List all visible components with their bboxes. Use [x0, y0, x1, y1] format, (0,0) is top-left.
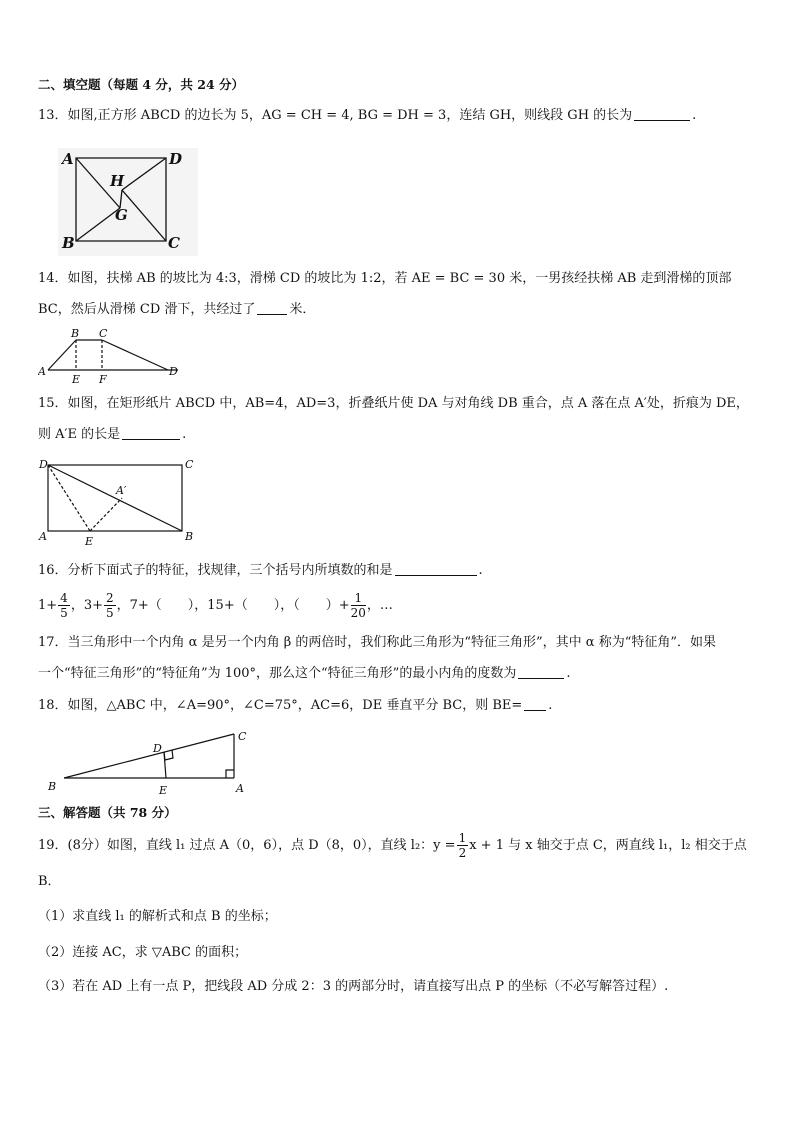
question-16-stem: 16．分析下面式子的特征，找规律，三个括号内所填数的和是: [38, 563, 393, 578]
label-b: B: [48, 780, 57, 793]
label-f: F: [99, 373, 107, 384]
label-a: A: [236, 782, 244, 795]
question-14-stem-cont: BC，然后从滑梯 CD 滑下，共经过了: [38, 302, 256, 317]
question-15-line2: [38, 426, 186, 444]
answer-blank-14[interactable]: [257, 301, 287, 315]
question-13-text: [38, 107, 696, 125]
question-19-part-2: （2）连接 AC，求 ▽ABC 的面积；: [38, 945, 248, 960]
question-17-line1: 17．当三角形中一个内角 α 是另一个内角 β 的两倍时，我们称此三角形为“特征三角形”，其中 α 称为“特征角”．如果: [38, 635, 716, 650]
question-18-end: .: [548, 698, 553, 713]
fraction-denominator: 5: [60, 606, 68, 620]
question-17-end: .: [566, 666, 571, 681]
question-19-stem: 19．(8分）如图，直线 l₁ 过点 A（0，6），点 D（8，0），直线 l₂：y =: [38, 838, 456, 853]
question-16-end: .: [478, 563, 483, 578]
figure-14-ladder-slide: [38, 326, 188, 384]
question-19-part-3: （3）若在 AD 上有一点 P，把线段 AD 分成 2：3 的两部分时，请直接写出点 P 的坐标（不必写解答过程）.: [38, 979, 669, 994]
question-19-stem-cont: x + 1 与 x 轴交于点 C，两直线 l₁，l₂ 相交于点: [469, 838, 747, 853]
fraction-denominator: 2: [458, 846, 467, 860]
answer-blank-16[interactable]: [395, 562, 477, 576]
question-16-sequence: [38, 588, 393, 624]
question-14-line2: [38, 301, 315, 319]
question-19-line1: [38, 828, 747, 864]
label-a: A: [38, 365, 46, 378]
label-c: C: [168, 234, 180, 252]
figure-18-right-triangle: [38, 726, 258, 798]
figure-15-rectangle-fold: [38, 456, 198, 546]
term-2-fraction: [104, 591, 116, 620]
label-g: G: [115, 206, 128, 224]
diagonal-db: [48, 465, 182, 531]
answer-blank-18[interactable]: [524, 697, 546, 711]
label-d: D: [153, 742, 162, 755]
fraction-denominator: 20: [350, 606, 366, 620]
question-15-stem-cont: 则 A′E 的长是: [38, 427, 121, 442]
term-2-integer: ，3+: [70, 598, 103, 613]
label-d: D: [39, 458, 48, 471]
question-14-unit: 米．: [289, 302, 316, 317]
fraction-numerator: 1: [351, 591, 366, 606]
question-17-stem-cont: 一个“特征三角形”的“特征角”为 100°，那么这个“特征三角形”的最小内角的度数为: [38, 666, 517, 681]
question-19-line2: B．: [38, 874, 61, 889]
section-title-fill-in: 二、填空题（每题 4 分，共 24 分）: [38, 77, 245, 92]
label-h: H: [110, 172, 125, 190]
label-a-prime: A′: [116, 484, 127, 497]
fraction-numerator: 4: [60, 591, 68, 605]
escalator-ab: [48, 340, 76, 370]
slope-fraction: [457, 831, 469, 860]
label-a: A: [62, 150, 74, 168]
question-18-line1: [38, 697, 552, 715]
label-e: E: [85, 535, 94, 546]
label-e: E: [72, 373, 81, 384]
fraction-denominator: 5: [105, 606, 114, 620]
label-d: D: [169, 150, 183, 168]
slide-cd: [102, 340, 168, 370]
terms-with-brackets: ，7+（ ），15+（ ），（ ）+: [116, 598, 350, 613]
label-d: D: [169, 365, 178, 378]
label-a: A: [39, 530, 47, 543]
label-b: B: [185, 530, 194, 543]
term-1-integer: 1+: [38, 598, 58, 613]
label-b: B: [62, 234, 75, 252]
question-19-part-1: （1）求直线 l₁ 的解析式和点 B 的坐标；: [38, 909, 277, 924]
label-c: C: [99, 327, 108, 340]
right-angle-mark-a: [226, 770, 234, 778]
figure-13-square: [58, 148, 198, 256]
question-17-line2: [38, 665, 570, 683]
question-15-end: .: [182, 427, 187, 442]
fraction-numerator: 1: [458, 831, 467, 845]
label-e: E: [159, 784, 168, 797]
term-5-fraction: [351, 591, 366, 620]
question-14-line1: 14．如图，扶梯 AB 的坡比为 4:3，滑梯 CD 的坡比为 1:2，若 AE = BC = 30 米，一男孩经扶梯 AB 走到滑梯的顶部: [38, 271, 732, 286]
answer-blank-15[interactable]: [122, 426, 180, 440]
segment-a-prime-e: [90, 498, 122, 531]
label-b: B: [71, 327, 80, 340]
fraction-numerator: 2: [105, 591, 114, 605]
question-18-stem: 18．如图，△ABC 中，∠A=90°，∠C=75°，AC=6，DE 垂直平分 BC，则 BE=: [38, 698, 523, 713]
label-c: C: [238, 730, 247, 743]
answer-blank-13[interactable]: [634, 107, 690, 121]
label-c: C: [185, 458, 194, 471]
question-13-end: .: [692, 108, 697, 123]
question-13-stem: 13．如图,正方形 ABCD 的边长为 5，AG = CH = 4, BG = DH = 3，连结 GH，则线段 GH 的长为: [38, 108, 633, 123]
question-16-line1: [38, 562, 483, 580]
question-15-line1: 15．如图，在矩形纸片 ABCD 中，AB=4，AD=3，折叠纸片使 DA 与对角线 DB 重合，点 A 落在点 A′处，折痕为 DE，: [38, 396, 749, 411]
answer-blank-17[interactable]: [518, 665, 564, 679]
term-1-fraction: [58, 591, 70, 620]
section-title-solution: 三、解答题（共 78 分）: [38, 805, 177, 820]
sequence-ellipsis: ，…: [366, 598, 393, 613]
hypotenuse-bc: [64, 734, 234, 778]
